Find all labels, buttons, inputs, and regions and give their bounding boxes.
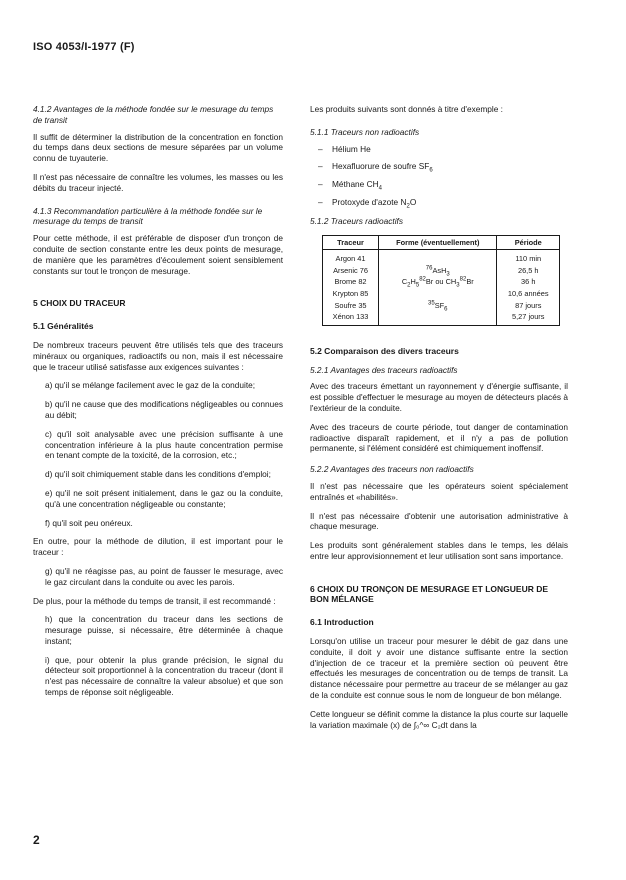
requirement-g: g) qu'il ne réagisse pas, au point de fausser le mesurage, avec le gaz circulant dans la conduite ou avec les parois.	[45, 565, 283, 587]
table-row: Brome 82 $C_2H_5^{82}Br$ ou $CH_3^{82}Br$ 36 h	[323, 276, 560, 288]
section-5-2-2-title: 5.2.2 Avantages des traceurs non radioactifs	[310, 464, 474, 475]
examples-intro: Les produits suivants sont donnés à titre d'exemple :	[310, 104, 503, 114]
table-row: Arsenic 76 $^{76}$AsH$_3$ 26,5 h	[323, 265, 560, 277]
section-5-2-2-para-3: Les produits sont généralement stables dans le temps, les délais entre leur approvisionnement et leur utilisation sont sans importance.	[310, 540, 568, 561]
requirement-h: h) que la concentration du traceur dans les sections de mesurage puisse, si nécessaire, être déterminée à chaque instant;	[45, 614, 283, 646]
transit-intro: De plus, pour la méthode du temps de transit, il est recommandé :	[33, 595, 276, 606]
requirement-i: i) que, pour obtenir la plus grande précision, le signal du détecteur soit proportionnel à la concentration du traceur (dont il n'est pas nécessaire de connaître la valeur absolue) et que son temps de réponse soit négligeable.	[45, 654, 283, 698]
section-5-2-title: 5.2 Comparaison des divers traceurs	[310, 345, 459, 356]
requirement-a: a) qu'il se mélange facilement avec le gaz de la conduite;	[45, 380, 256, 391]
section-4-1-2-title: 4.1.2 Avantages de la méthode fondée sur le mesurage du temps de transit	[33, 104, 274, 125]
section-5-2-2-para-2: Il n'est pas nécessaire d'obtenir une autorisation administrative à chaque mesurage.	[310, 510, 568, 532]
list-item: – Méthane $CH_4$	[318, 179, 568, 190]
section-4-1-2-para-1: Il suffit de déterminer la distribution de la concentration en fonction du temps dans deux sections de mesure séparées par un volume connu de tuyauterie.	[33, 131, 283, 164]
table-row: Soufre 35 $^{35}SF_6$ 87 jours	[323, 300, 560, 312]
section-5-2-1-para-2: Avec des traceurs de courte période, tout danger de contamination radioactive disparaît rapidement, et il n'y a pas de pollution permanente, si l'élément considéré est chimiquement inoffensif.	[310, 421, 568, 454]
col-header-forme: Forme (éventuellement)	[379, 235, 497, 250]
page-number: 2	[33, 833, 40, 847]
section-6-title: 6 CHOIX DU TRONÇON DE MESURAGE ET LONGUEUR DE BON MÉLANGE	[310, 583, 549, 605]
requirement-c: c) qu'il soit analysable avec une précision suffisante à une concentration inférieure à la plus haute concentration permise en tenant compte de la toxicité, de la corrosion, etc.;	[45, 428, 283, 461]
non-radioactive-list	[318, 144, 568, 208]
section-5-1-2-title: 5.1.2 Traceurs radioactifs	[310, 215, 403, 226]
section-4-1-3-title: 4.1.3 Recommandation particulière à la méthode fondée sur le mesurage du temps de transit	[33, 205, 263, 227]
table-row: Krypton 85 10,6 années	[323, 288, 560, 300]
section-6-1-title: 6.1 Introduction	[310, 617, 374, 628]
section-5-1-para-1: De nombreux traceurs peuvent être utilisés tels que des traceurs minéraux ou organiques, radioactifs ou non, mais il est nécessaire que le traceur utilisé satisfasse aux exigences suivantes :	[33, 339, 283, 372]
section-4-1-2-para-2: Il n'est pas nécessaire de connaître les volumes, les masses ou les débits du traceur injecté.	[33, 171, 283, 193]
list-item: – Protoxyde d'azote $N_2O$	[318, 197, 568, 208]
requirement-d: d) qu'il soit chimiquement stable dans les conditions d'emploi;	[45, 469, 271, 480]
table-row: Argon 41 110 min	[323, 250, 560, 265]
document-header: ISO 4053/I-1977 (F)	[33, 41, 135, 53]
section-5-title: 5 CHOIX DU TRACEUR	[33, 298, 126, 309]
forme-cell: $^{35}SF_6$	[379, 300, 497, 312]
requirement-b: b) qu'il ne cause que des modifications négligeables ou connues au débit;	[45, 399, 283, 420]
list-item: – Hélium He	[318, 144, 568, 155]
dilution-intro: En outre, pour la méthode de dilution, il est important pour le traceur :	[33, 536, 283, 558]
radioactive-tracers-table	[322, 235, 560, 326]
requirement-e: e) qu'il ne soit présent initialement, dans le gaz ou la conduite, qu'à une concentration négligeable ou constante;	[45, 487, 283, 509]
list-item: – Hexafluorure de soufre $SF_6$	[318, 161, 568, 172]
section-6-1-para-2: Cette longueur se définit comme la distance la plus courte sur laquelle la variation maximale (x) de ∫₀^∞ C₂dt dans la	[310, 708, 568, 730]
requirement-f: f) qu'il soit peu onéreux.	[45, 517, 133, 528]
table-row: Xénon 133 5,27 jours	[323, 311, 560, 325]
left-column	[33, 104, 283, 706]
section-4-1-3-para-1: Pour cette méthode, il est préférable de disposer d'un tronçon de conduite de section constante entre les deux points de mesurage, de manière que les paramètres d'écoulement soient sensiblement constants sur tout le tronçon de mesurage.	[33, 233, 283, 276]
section-5-1-1-title: 5.1.1 Traceurs non radioactifs	[310, 126, 420, 137]
right-column	[310, 104, 568, 738]
forme-cell: $C_2H_5^{82}Br$ ou $CH_3^{82}Br$	[379, 276, 497, 288]
section-5-2-1-title: 5.2.1 Avantages des traceurs radioactifs	[310, 364, 458, 375]
col-header-periode: Période	[497, 235, 560, 250]
section-5-2-1-para-1: Avec des traceurs émettant un rayonnement γ d'énergie suffisante, il est possible d'effectuer le mesurage au moyen de détecteurs placés à l'extérieur de la conduite.	[310, 381, 568, 413]
section-5-1-title: 5.1 Généralités	[33, 321, 94, 332]
section-5-2-2-para-1: Il n'est pas nécessaire que les opérateurs soient spécialement entraînés et «habilités».	[310, 480, 568, 502]
forme-cell: $^{76}$AsH$_3$	[379, 265, 497, 277]
section-6-1-para-1: Lorsqu'on utilise un traceur pour mesurer le débit de gaz dans une conduite, il doit y avoir une distance suffisante entre la section d'injection de ce traceur et la première section où peuvent être effectués les mesurages de concentration ou de temps de transit. La distance nécessaire pour permettre au traceur de se mélanger au gaz de la conduite est connue sous le nom de longueur de bon mélange.	[310, 636, 568, 701]
col-header-traceur: Traceur	[323, 235, 379, 250]
